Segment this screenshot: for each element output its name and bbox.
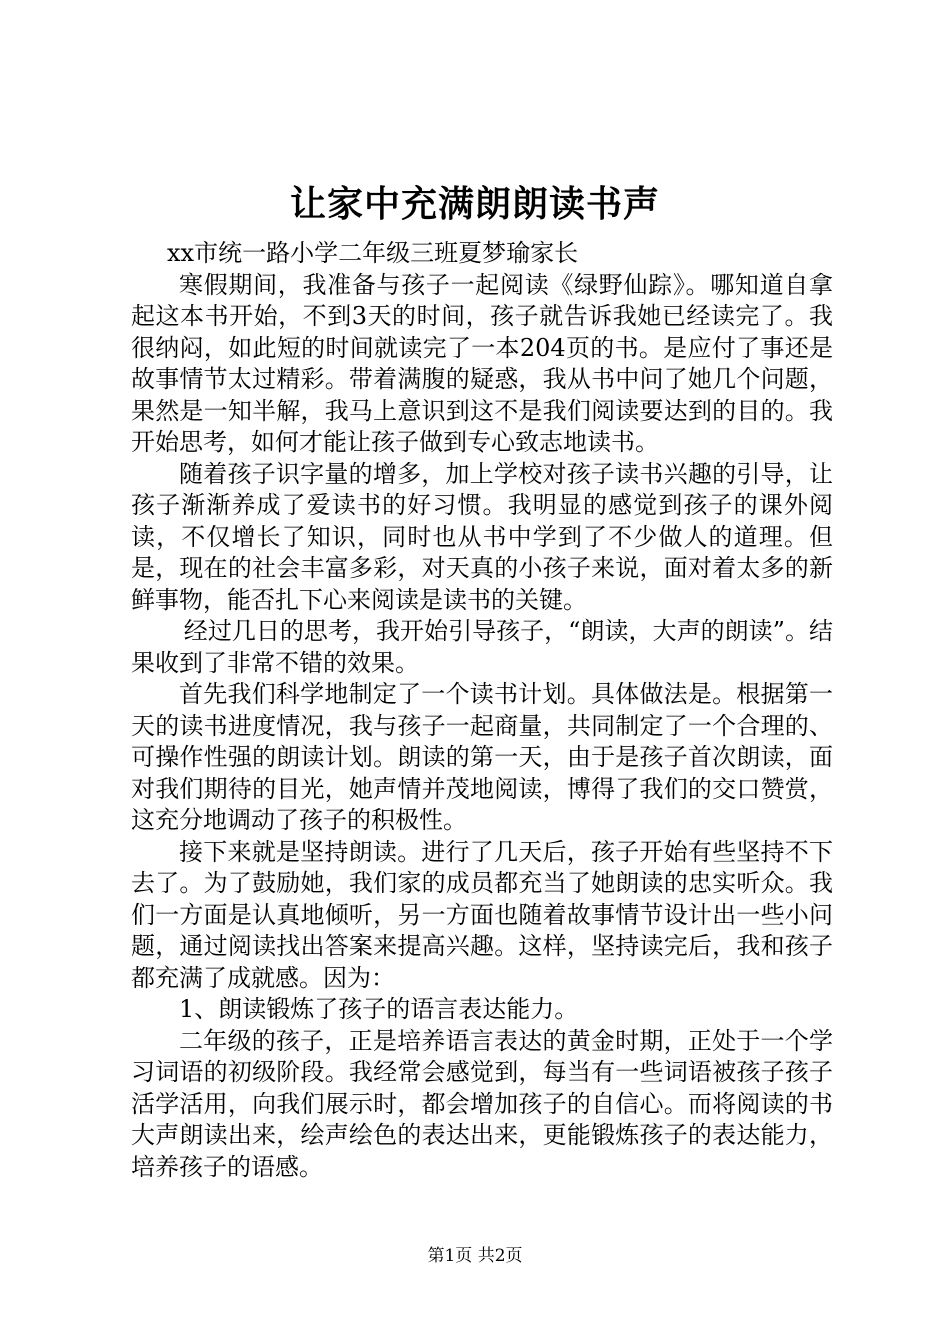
paragraph-3: 经过几日的思考，我开始引导孩子，“朗读，大声的朗读”。结果收到了非常不错的效果。 <box>131 617 833 677</box>
paragraph-6-list-item: 1、朗读锻炼了孩子的语言表达能力。 <box>179 995 579 1023</box>
author-line: xx市统一路小学二年级三班夏梦瑜家长 <box>167 239 579 267</box>
paragraph-7: 二年级的孩子，正是培养语言表达的黄金时期，正处于一个学习词语的初级阶段。我经常会感觉到，每当有一些词语被孩子孩子活学活用，向我们展示时，都会增加孩子的自信心。而将阅读的书大声朗读出来，绘声绘色的表达出来，更能锻炼孩子的表达能力，培养孩子的语感。 <box>131 1026 833 1181</box>
document-title: 让家中充满朗朗读书声 <box>289 183 660 225</box>
paragraph-1: 寒假期间，我准备与孩子一起阅读《绿野仙踪》。哪知道自拿起这本书开始，不到3天的时间，孩子就告诉我她已经读完了。我很纳闷，如此短的时间就读完了一本204页的书。是应付了事还是故事情节太过精彩。带着满腹的疑惑，我从书中问了她几个问题，果然是一知半解，我马上意识到这不是我们阅读要达到的目的。我开始思考，如何才能让孩子做到专心致志地读书。 <box>131 270 833 456</box>
page-footer: 第1页 共2页 <box>427 1246 523 1266</box>
paragraph-2: 随着孩子识字量的增多，加上学校对孩子读书兴趣的引导，让孩子渐渐养成了爱读书的好习惯。我明显的感觉到孩子的课外阅读，不仅增长了知识，同时也从书中学到了不少做人的道理。但是，现在的社会丰富多彩，对天真的小孩子来说，面对着太多的新鲜事物，能否扎下心来阅读是读书的关键。 <box>131 459 833 614</box>
document-body <box>131 238 833 1183</box>
paragraph-5: 接下来就是坚持朗读。进行了几天后，孩子开始有些坚持不下去了。为了鼓励她，我们家的成员都充当了她朗读的忠实听众。我们一方面是认真地倾听，另一方面也随着故事情节设计出一些小问题，通过阅读找出答案来提高兴趣。这样，坚持读完后，我和孩子都充满了成就感。因为： <box>131 837 833 992</box>
paragraph-4: 首先我们科学地制定了一个读书计划。具体做法是。根据第一天的读书进度情况，我与孩子一起商量，共同制定了一个合理的、可操作性强的朗读计划。朗读的第一天，由于是孩子首次朗读，面对我们期待的目光，她声情并茂地阅读，博得了我们的交口赞赏，这充分地调动了孩子的积极性。 <box>131 680 833 834</box>
